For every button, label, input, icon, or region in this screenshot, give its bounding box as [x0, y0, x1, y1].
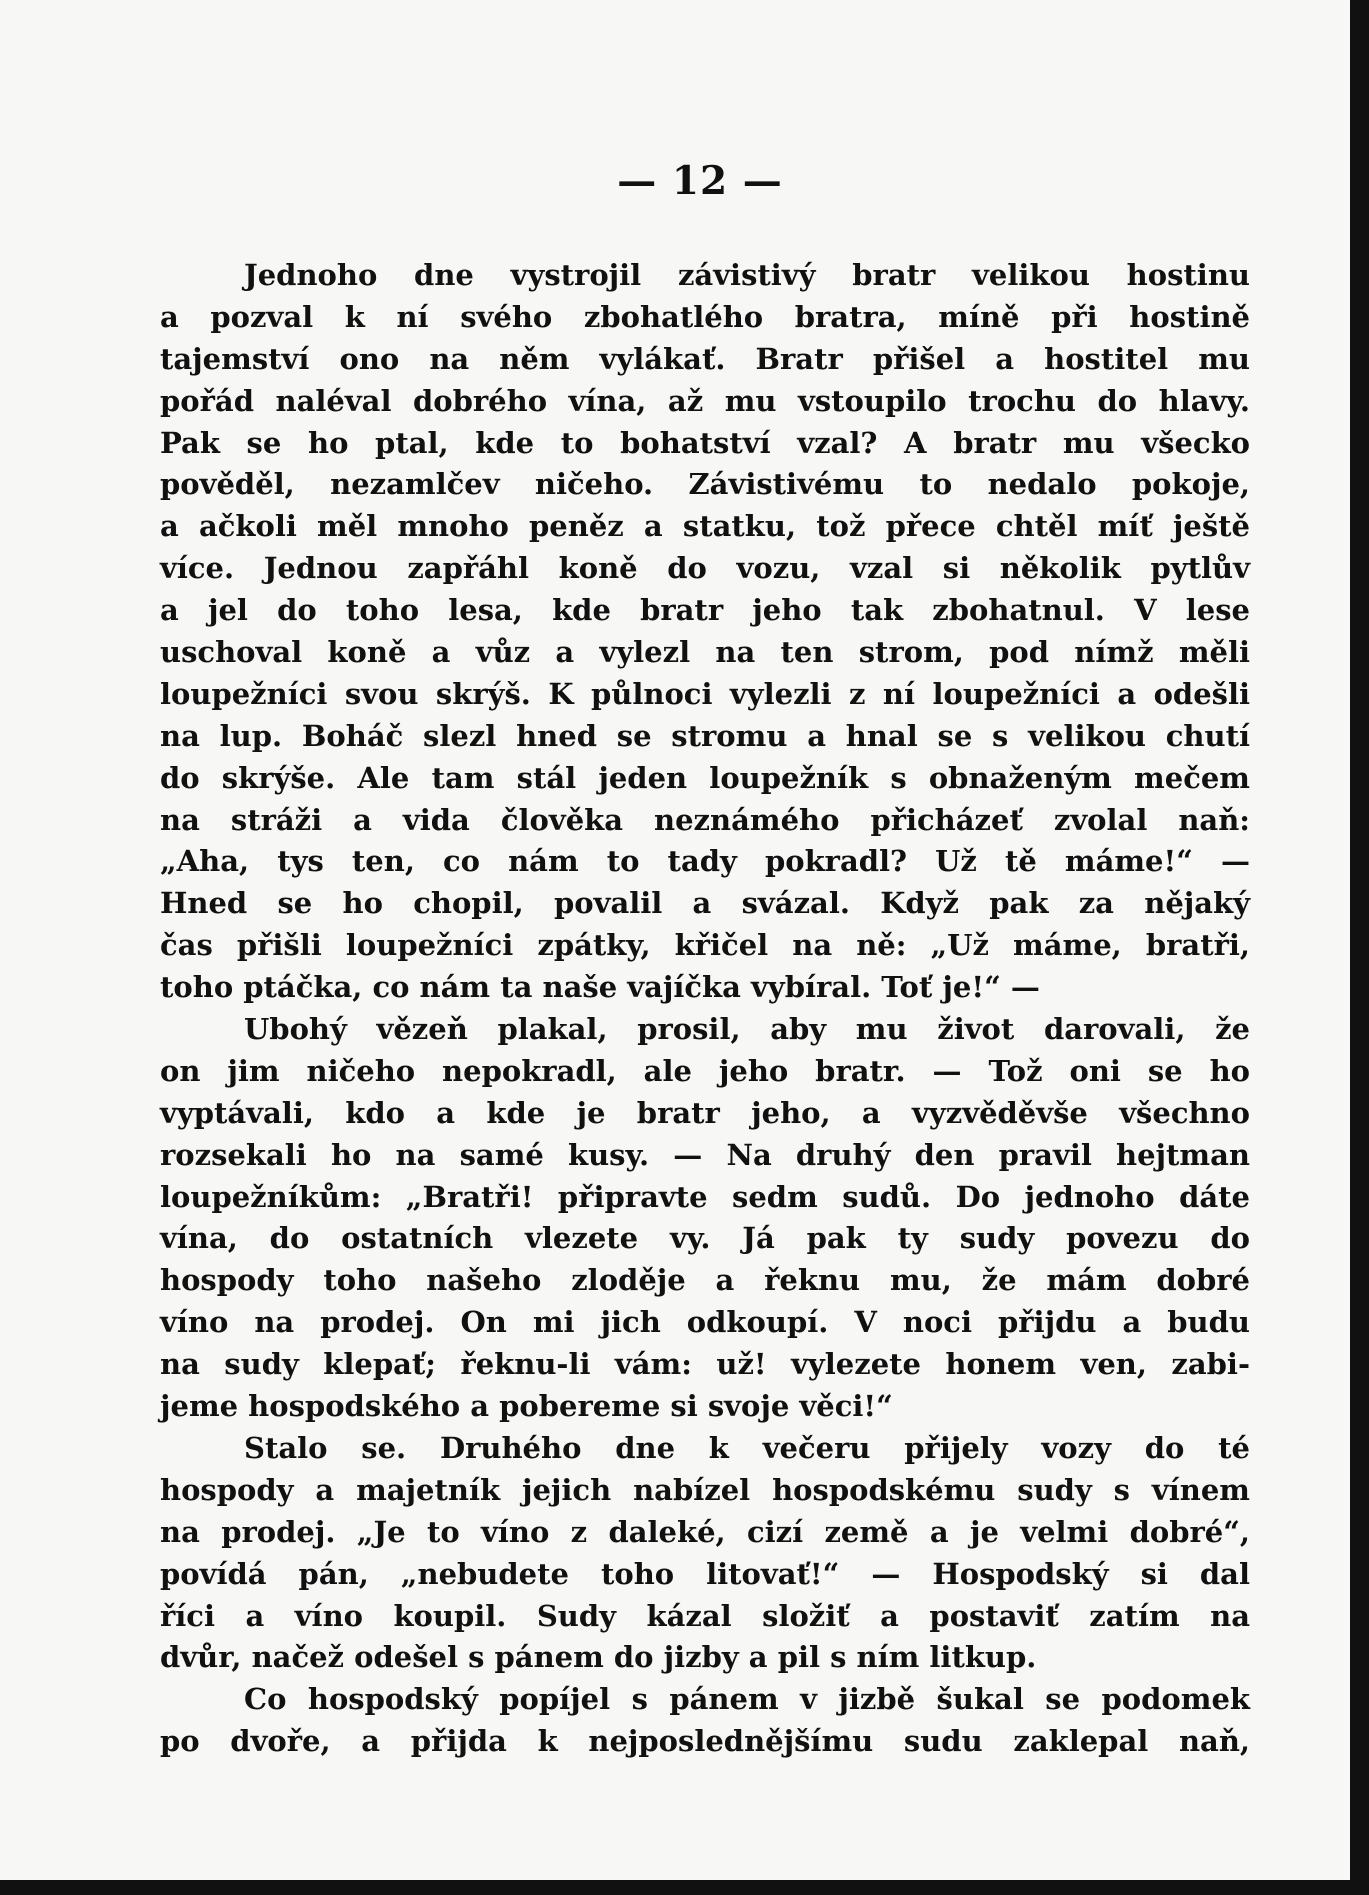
text-line: uschoval koně a vůz a vylezl na ten strom, pod nímž měli: [160, 635, 1250, 670]
text-line: Co hospodský popíjel s pánem v jizbě šukal se podomek: [244, 1682, 1250, 1717]
text-line: na prodej. „Je to víno z daleké, cizí země a je velmi dobré“,: [160, 1514, 1250, 1549]
text-line: a ačkoli měl mnoho peněz a statku, tož přece chtěl míť ještě: [160, 509, 1250, 544]
body-text: [160, 255, 1250, 1763]
text-line: tajemství ono na něm vylákať. Bratr přišel a hostitel mu: [160, 341, 1250, 376]
text-line: na sudy klepať; řeknu-li vám: už! vylezete honem ven, zabi-: [160, 1347, 1250, 1382]
text-line: dvůr, načež odešel s pánem do jizby a pil s ním litkup.: [160, 1640, 1037, 1675]
text-line: na lup. Boháč slezl hned se stromu a hnal se s velikou chutí: [160, 718, 1250, 753]
page-number: — 12 —: [617, 158, 783, 204]
text-line: Jednoho dne vystrojil závistivý bratr velikou hostinu: [244, 258, 1250, 292]
text-line: více. Jednou zapřáhl koně do vozu, vzal si několik pytlův: [160, 551, 1250, 586]
text-line: po dvoře, a přijda k nejposlednějšímu sudu zaklepal naň,: [160, 1724, 1250, 1759]
text-line: pořád naléval dobrého vína, až mu vstoupilo trochu do hlavy.: [160, 383, 1250, 418]
text-line: Stalo se. Druhého dne k večeru přijely vozy do té: [244, 1430, 1250, 1465]
text-line: toho ptáčka, co nám ta naše vajíčka vybíral. Toť je!“ —: [160, 970, 1040, 1005]
text-line: jeme hospodského a pobereme si svoje věci!“: [160, 1389, 893, 1424]
text-line: „Aha, tys ten, co nám to tady pokradl? Už tě máme!“ —: [160, 844, 1250, 879]
text-line: Pak se ho ptal, kde to bohatství vzal? A bratr mu všecko: [160, 425, 1250, 460]
text-line: a jel do toho lesa, kde bratr jeho tak zbohatnul. V lese: [160, 593, 1250, 628]
text-line: povídá pán, „nebudete toho litovať!“ — Hospodský si dal: [160, 1556, 1250, 1591]
text-line: Ubohý vězeň plakal, prosil, aby mu život darovali, že: [244, 1012, 1250, 1047]
text-line: víno na prodej. On mi jich odkoupí. V noci přijdu a budu: [160, 1305, 1250, 1340]
text-line: Hned se ho chopil, povalil a svázal. Když pak za nějaký: [160, 886, 1250, 921]
text-line: rozsekali ho na samé kusy. — Na druhý den pravil hejtman: [160, 1137, 1250, 1172]
text-line: loupežníci svou skrýš. K půlnoci vylezli z ní loupežníci a odešli: [160, 676, 1250, 711]
text-line: vína, do ostatních vlezete vy. Já pak ty sudy povezu do: [160, 1221, 1250, 1256]
text-line: on jim ničeho nepokradl, ale jeho bratr. — Tož oni se ho: [160, 1053, 1250, 1088]
text-line: hospody a majetník jejich nabízel hospodskému sudy s vínem: [160, 1472, 1250, 1507]
text-line: vyptávali, kdo a kde je bratr jeho, a vyzvěděvše všechno: [160, 1095, 1250, 1130]
text-line: čas přišli loupežníci zpátky, křičel na ně: „Už máme, bratři,: [160, 928, 1250, 963]
text-line: loupežníkům: „Bratři! připravte sedm sudů. Do jednoho dáte: [160, 1179, 1250, 1214]
text-line: říci a víno koupil. Sudy kázal složiť a postaviť zatím na: [160, 1598, 1250, 1633]
text-line: do skrýše. Ale tam stál jeden loupežník s obnaženým mečem: [160, 760, 1250, 795]
text-line: na stráži a vida člověka neznámého přicházeť zvolal naň:: [160, 802, 1250, 837]
text-line: a pozval k ní svého zbohatlého bratra, míně při hostině: [160, 299, 1250, 334]
text-line: hospody toho našeho zloděje a řeknu mu, že mám dobré: [160, 1263, 1250, 1298]
text-line: pověděl, nezamlčev ničeho. Závistivému to nedalo pokoje,: [160, 467, 1250, 502]
